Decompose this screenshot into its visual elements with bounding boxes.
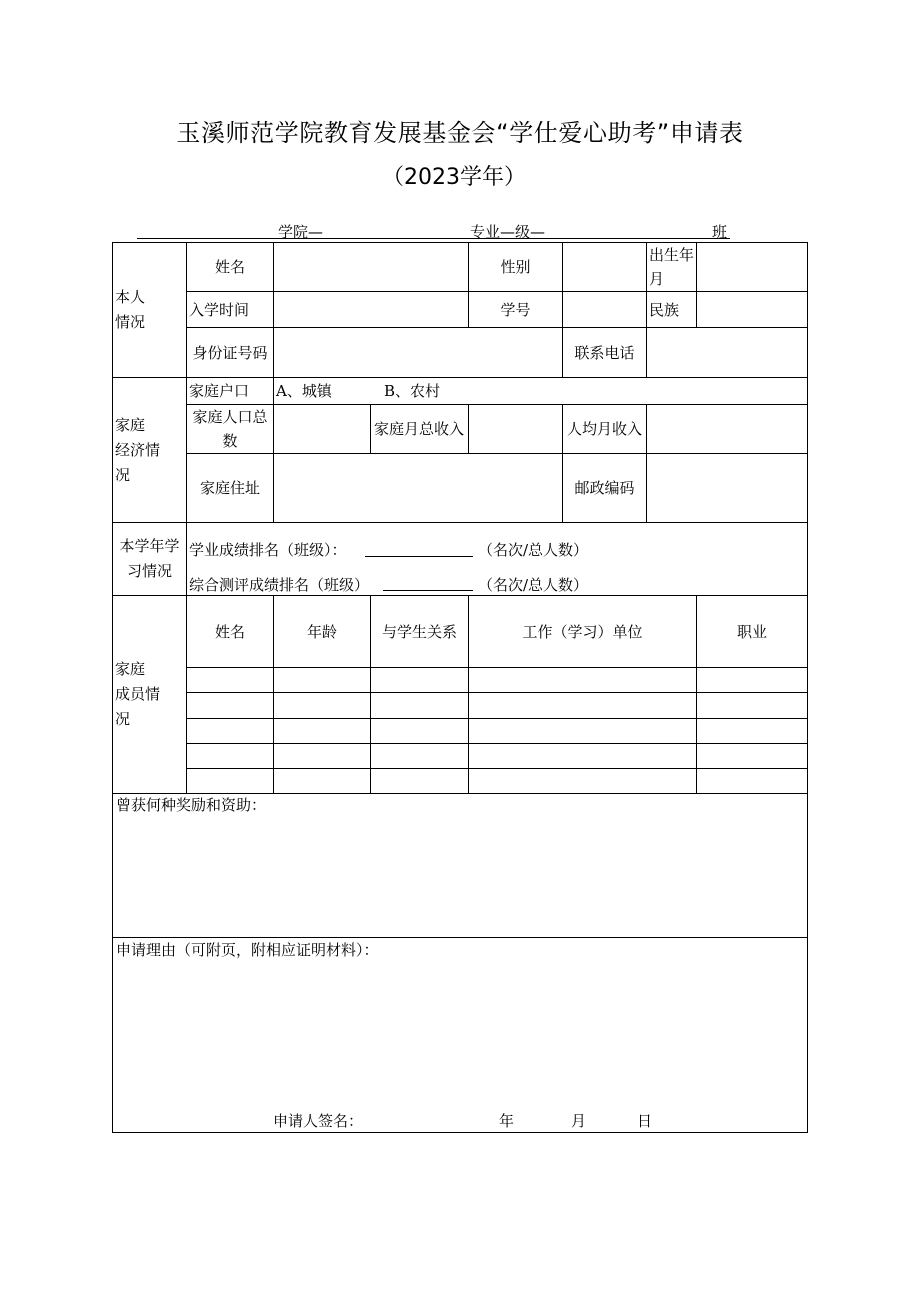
column-header-workplace: 工作（学习）单位	[469, 596, 697, 668]
table-row	[113, 794, 808, 938]
academic-rank-blank[interactable]	[365, 556, 473, 557]
member-relation-cell[interactable]	[371, 769, 469, 794]
household-size-field[interactable]	[274, 405, 371, 454]
member-age-cell[interactable]	[274, 668, 371, 693]
member-occupation-cell[interactable]	[697, 693, 808, 719]
section-label-line: 经济情	[115, 440, 161, 459]
study-content	[187, 523, 808, 596]
signature-label: 申请人签名：	[273, 1111, 364, 1130]
postcode-field[interactable]	[647, 454, 808, 523]
section-label-line: 况	[115, 710, 131, 728]
study-section-label	[113, 523, 187, 596]
hukou-option-urban[interactable]: A、城镇	[276, 382, 332, 400]
section-label-line: 家庭	[115, 415, 146, 434]
member-workplace-cell[interactable]	[469, 668, 697, 693]
overall-rank-unit: （名次/总人数）	[478, 575, 589, 594]
monthly-income-label: 家庭月总收入	[371, 405, 469, 454]
hukou-label: 家庭户口	[187, 378, 274, 405]
major-grade-label: 专业—级—	[470, 223, 546, 241]
per-capita-income-label: 人均月收入	[563, 405, 647, 454]
per-capita-income-field[interactable]	[647, 405, 808, 454]
reason-box	[115, 939, 805, 1132]
family-members-section-label	[113, 596, 187, 794]
form-subtitle: （2023学年）	[382, 165, 526, 190]
table-row	[113, 744, 808, 769]
member-name-cell[interactable]	[187, 668, 274, 693]
member-name-cell[interactable]	[187, 719, 274, 744]
student-id-field[interactable]	[563, 292, 647, 328]
section-label-line: 成员情	[115, 685, 161, 703]
reason-label: 申请理由（可附页，附相应证明材料）：	[116, 940, 379, 959]
awards-box	[115, 795, 805, 937]
member-workplace-cell[interactable]	[469, 744, 697, 769]
birth-date-label: 出生年月	[649, 246, 695, 288]
member-age-cell[interactable]	[274, 744, 371, 769]
day-label: 日	[637, 1111, 653, 1130]
member-relation-cell[interactable]	[371, 668, 469, 693]
year-label: 年	[499, 1111, 515, 1130]
member-workplace-cell[interactable]	[469, 769, 697, 794]
id-number-label: 身份证号码	[187, 328, 274, 378]
table-row	[113, 405, 808, 454]
gender-label: 性别	[469, 243, 563, 292]
section-label-line: 情况	[115, 313, 146, 331]
table-row	[113, 668, 808, 693]
household-size-label: 家庭人口总数	[192, 408, 268, 450]
form-title: 玉溪师范学院教育发展基金会“学仕爱心助考”申请表	[176, 119, 744, 147]
member-age-cell[interactable]	[274, 719, 371, 744]
monthly-income-field[interactable]	[469, 405, 563, 454]
class-label: 班	[712, 223, 728, 241]
member-age-cell[interactable]	[274, 769, 371, 794]
ethnicity-label: 民族	[647, 292, 697, 328]
member-name-cell[interactable]	[187, 693, 274, 719]
application-table	[112, 242, 808, 1133]
study-box	[189, 524, 805, 595]
column-header-name: 姓名	[187, 596, 274, 668]
enroll-date-field[interactable]	[274, 292, 469, 328]
section-label-line: 况	[115, 465, 131, 484]
ethnicity-field[interactable]	[697, 292, 808, 328]
table-row	[113, 719, 808, 744]
overall-rank-blank[interactable]	[383, 590, 473, 591]
header-underline	[137, 238, 730, 239]
name-field[interactable]	[274, 243, 469, 292]
member-occupation-cell[interactable]	[697, 769, 808, 794]
member-name-cell[interactable]	[187, 744, 274, 769]
awards-area[interactable]	[113, 794, 808, 938]
member-relation-cell[interactable]	[371, 744, 469, 769]
phone-label: 联系电话	[563, 328, 647, 378]
table-row	[113, 693, 808, 719]
table-row	[113, 454, 808, 523]
academic-rank-unit: （名次/总人数）	[478, 540, 589, 559]
personal-section-label	[113, 243, 187, 378]
awards-label: 曾获何种奖励和资助：	[116, 795, 267, 814]
member-name-cell[interactable]	[187, 769, 274, 794]
section-label-line: 本学年学	[119, 537, 180, 555]
overall-rank-label: 综合测评成绩排名（班级）	[189, 575, 370, 594]
table-row	[113, 769, 808, 794]
family-economy-section-label	[113, 378, 187, 523]
household-size-label-cell	[187, 405, 274, 454]
member-relation-cell[interactable]	[371, 693, 469, 719]
birth-date-label-cell	[647, 243, 697, 292]
section-label-line: 本人	[115, 288, 146, 306]
reason-area[interactable]	[113, 938, 808, 1133]
month-label: 月	[571, 1111, 587, 1130]
student-id-label: 学号	[469, 292, 563, 328]
table-row	[113, 523, 808, 596]
gender-field[interactable]	[563, 243, 647, 292]
phone-field[interactable]	[647, 328, 808, 378]
id-number-field[interactable]	[274, 328, 563, 378]
column-header-relation: 与学生关系	[371, 596, 469, 668]
postcode-label: 邮政编码	[563, 454, 647, 523]
address-field[interactable]	[274, 454, 563, 523]
member-workplace-cell[interactable]	[469, 719, 697, 744]
table-row	[113, 938, 808, 1133]
enroll-date-label: 入学时间	[187, 292, 274, 328]
birth-date-field[interactable]	[697, 243, 808, 292]
college-label: 学院—	[278, 223, 324, 241]
table-row	[113, 243, 808, 292]
name-label: 姓名	[187, 243, 274, 292]
academic-rank-label: 学业成绩排名（班级）：	[189, 540, 347, 559]
address-label: 家庭住址	[187, 454, 274, 523]
table-row	[113, 596, 808, 668]
hukou-option-rural[interactable]: B、农村	[384, 382, 441, 400]
hukou-options	[274, 378, 808, 405]
member-occupation-cell[interactable]	[697, 719, 808, 744]
member-occupation-cell[interactable]	[697, 744, 808, 769]
member-workplace-cell[interactable]	[469, 693, 697, 719]
table-row	[113, 378, 808, 405]
table-row	[113, 292, 808, 328]
table-row	[113, 328, 808, 378]
member-age-cell[interactable]	[274, 693, 371, 719]
member-occupation-cell[interactable]	[697, 668, 808, 693]
column-header-age: 年龄	[274, 596, 371, 668]
member-relation-cell[interactable]	[371, 719, 469, 744]
section-label-line: 习情况	[126, 562, 172, 580]
section-label-line: 家庭	[115, 660, 146, 678]
column-header-occupation: 职业	[697, 596, 808, 668]
